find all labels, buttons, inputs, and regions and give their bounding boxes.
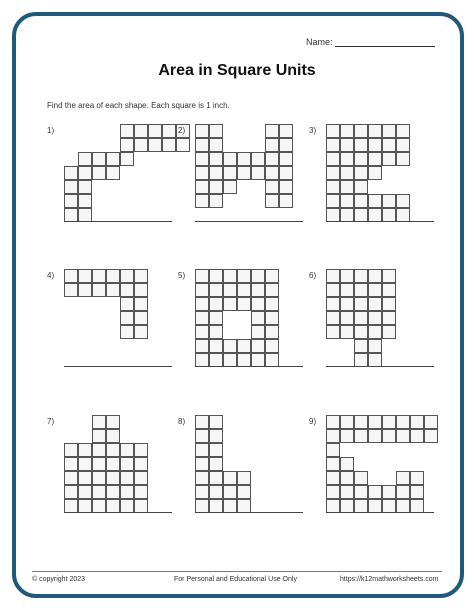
unit-square (424, 429, 438, 443)
unit-square (223, 339, 237, 353)
unit-square (237, 283, 251, 297)
unit-square (265, 339, 279, 353)
answer-line[interactable] (195, 512, 303, 513)
unit-square (354, 429, 368, 443)
unit-square (134, 471, 148, 485)
unit-square (251, 325, 265, 339)
unit-square (223, 485, 237, 499)
unit-square (64, 208, 78, 222)
unit-square (410, 471, 424, 485)
unit-square (92, 429, 106, 443)
unit-square (326, 429, 340, 443)
unit-square (209, 339, 223, 353)
unit-square (195, 499, 209, 513)
unit-square (120, 443, 134, 457)
answer-line[interactable] (64, 221, 172, 222)
unit-square (382, 208, 396, 222)
answer-line[interactable] (326, 366, 434, 367)
unit-square (326, 311, 340, 325)
unit-square (209, 353, 223, 367)
unit-square (120, 138, 134, 152)
unit-square (251, 166, 265, 180)
unit-square (279, 194, 293, 208)
unit-square (368, 415, 382, 429)
unit-square (410, 485, 424, 499)
unit-square (340, 457, 354, 471)
unit-square (195, 283, 209, 297)
unit-square (134, 485, 148, 499)
unit-square (195, 471, 209, 485)
unit-square (106, 269, 120, 283)
unit-square (396, 194, 410, 208)
footer-url: https://k12mathworksheets.com (340, 576, 439, 583)
unit-square (340, 124, 354, 138)
unit-square (134, 124, 148, 138)
unit-square (265, 138, 279, 152)
unit-square (162, 138, 176, 152)
unit-square (92, 269, 106, 283)
unit-square (424, 415, 438, 429)
unit-square (382, 283, 396, 297)
unit-square (106, 499, 120, 513)
unit-square (64, 457, 78, 471)
unit-square (92, 457, 106, 471)
unit-square (64, 283, 78, 297)
unit-square (354, 325, 368, 339)
unit-square (237, 269, 251, 283)
unit-square (354, 353, 368, 367)
unit-square (195, 297, 209, 311)
unit-square (120, 269, 134, 283)
unit-square (251, 353, 265, 367)
unit-square (78, 194, 92, 208)
unit-square (265, 180, 279, 194)
unit-square (237, 471, 251, 485)
unit-square (92, 166, 106, 180)
problem-number: 8) (178, 417, 186, 426)
unit-square (354, 485, 368, 499)
unit-square (326, 138, 340, 152)
unit-square (195, 415, 209, 429)
unit-square (120, 457, 134, 471)
unit-square (326, 194, 340, 208)
unit-square (251, 297, 265, 311)
answer-line[interactable] (64, 366, 172, 367)
unit-square (134, 297, 148, 311)
unit-square (382, 124, 396, 138)
unit-square (209, 485, 223, 499)
unit-square (368, 269, 382, 283)
unit-square (195, 339, 209, 353)
unit-square (340, 283, 354, 297)
unit-square (237, 499, 251, 513)
unit-square (368, 339, 382, 353)
unit-square (354, 208, 368, 222)
unit-square (340, 311, 354, 325)
unit-square (237, 339, 251, 353)
unit-square (120, 499, 134, 513)
unit-square (237, 166, 251, 180)
unit-square (120, 471, 134, 485)
unit-square (64, 166, 78, 180)
unit-square (209, 325, 223, 339)
unit-square (251, 152, 265, 166)
unit-square (92, 443, 106, 457)
unit-square (326, 297, 340, 311)
unit-square (195, 138, 209, 152)
unit-square (251, 269, 265, 283)
unit-square (92, 485, 106, 499)
unit-square (64, 499, 78, 513)
unit-square (368, 311, 382, 325)
unit-square (326, 485, 340, 499)
unit-square (223, 283, 237, 297)
unit-square (92, 415, 106, 429)
unit-square (106, 415, 120, 429)
problem-number: 6) (309, 271, 317, 280)
unit-square (354, 269, 368, 283)
unit-square (78, 499, 92, 513)
unit-square (382, 429, 396, 443)
unit-square (64, 194, 78, 208)
unit-square (265, 297, 279, 311)
unit-square (162, 124, 176, 138)
unit-square (354, 180, 368, 194)
unit-square (396, 138, 410, 152)
unit-square (209, 180, 223, 194)
unit-square (64, 443, 78, 457)
unit-square (340, 325, 354, 339)
unit-square (340, 152, 354, 166)
unit-square (326, 499, 340, 513)
unit-square (340, 485, 354, 499)
answer-line[interactable] (195, 366, 303, 367)
unit-square (326, 166, 340, 180)
unit-square (368, 194, 382, 208)
answer-line[interactable] (326, 221, 434, 222)
unit-square (396, 124, 410, 138)
unit-square (120, 124, 134, 138)
unit-square (209, 283, 223, 297)
unit-square (223, 499, 237, 513)
unit-square (410, 429, 424, 443)
unit-square (340, 194, 354, 208)
unit-square (195, 311, 209, 325)
answer-line[interactable] (64, 512, 172, 513)
unit-square (195, 457, 209, 471)
unit-square (209, 429, 223, 443)
unit-square (195, 443, 209, 457)
unit-square (195, 166, 209, 180)
unit-square (368, 353, 382, 367)
unit-square (396, 485, 410, 499)
unit-square (134, 457, 148, 471)
unit-square (195, 194, 209, 208)
unit-square (209, 124, 223, 138)
name-field[interactable] (306, 37, 435, 47)
unit-square (265, 166, 279, 180)
unit-square (195, 124, 209, 138)
unit-square (354, 471, 368, 485)
unit-square (368, 166, 382, 180)
unit-square (340, 297, 354, 311)
unit-square (340, 415, 354, 429)
unit-square (368, 283, 382, 297)
page-title: Area in Square Units (158, 62, 316, 79)
unit-square (354, 311, 368, 325)
unit-square (326, 124, 340, 138)
unit-square (237, 353, 251, 367)
unit-square (78, 166, 92, 180)
unit-square (92, 471, 106, 485)
unit-square (354, 339, 368, 353)
unit-square (251, 311, 265, 325)
unit-square (382, 297, 396, 311)
unit-square (223, 166, 237, 180)
unit-square (265, 283, 279, 297)
unit-square (340, 429, 354, 443)
unit-square (340, 166, 354, 180)
unit-square (120, 311, 134, 325)
unit-square (368, 499, 382, 513)
unit-square (382, 415, 396, 429)
unit-square (279, 180, 293, 194)
unit-square (326, 471, 340, 485)
unit-square (251, 283, 265, 297)
unit-square (396, 415, 410, 429)
unit-square (251, 339, 265, 353)
unit-square (340, 208, 354, 222)
unit-square (148, 124, 162, 138)
unit-square (120, 485, 134, 499)
answer-line[interactable] (326, 512, 434, 513)
unit-square (64, 180, 78, 194)
unit-square (120, 283, 134, 297)
unit-square (195, 353, 209, 367)
unit-square (326, 152, 340, 166)
unit-square (106, 443, 120, 457)
unit-square (134, 283, 148, 297)
unit-square (223, 471, 237, 485)
unit-square (78, 180, 92, 194)
unit-square (326, 443, 340, 457)
unit-square (382, 499, 396, 513)
unit-square (265, 325, 279, 339)
unit-square (326, 208, 340, 222)
unit-square (326, 457, 340, 471)
unit-square (265, 269, 279, 283)
problem-number: 4) (47, 271, 55, 280)
unit-square (326, 415, 340, 429)
unit-square (120, 325, 134, 339)
unit-square (354, 283, 368, 297)
unit-square (195, 152, 209, 166)
unit-square (195, 429, 209, 443)
unit-square (340, 269, 354, 283)
problem-number: 2) (178, 126, 186, 135)
unit-square (382, 269, 396, 283)
unit-square (340, 138, 354, 152)
unit-square (382, 311, 396, 325)
unit-square (354, 166, 368, 180)
unit-square (396, 208, 410, 222)
unit-square (368, 325, 382, 339)
unit-square (354, 297, 368, 311)
unit-square (237, 297, 251, 311)
unit-square (354, 194, 368, 208)
unit-square (195, 485, 209, 499)
problem-number: 3) (309, 126, 317, 135)
unit-square (410, 499, 424, 513)
unit-square (354, 138, 368, 152)
unit-square (78, 152, 92, 166)
unit-square (368, 485, 382, 499)
unit-square (223, 269, 237, 283)
unit-square (368, 297, 382, 311)
unit-square (209, 152, 223, 166)
unit-square (78, 443, 92, 457)
unit-square (265, 194, 279, 208)
unit-square (223, 353, 237, 367)
unit-square (106, 283, 120, 297)
unit-square (195, 325, 209, 339)
unit-square (340, 471, 354, 485)
unit-square (326, 283, 340, 297)
unit-square (279, 124, 293, 138)
instructions-text: Find the area of each shape. Each square is 1 inch. (47, 101, 230, 110)
unit-square (354, 124, 368, 138)
unit-square (368, 429, 382, 443)
unit-square (78, 208, 92, 222)
unit-square (106, 485, 120, 499)
unit-square (410, 415, 424, 429)
unit-square (326, 180, 340, 194)
unit-square (354, 152, 368, 166)
unit-square (209, 471, 223, 485)
unit-square (382, 485, 396, 499)
unit-square (209, 457, 223, 471)
unit-square (279, 138, 293, 152)
unit-square (368, 152, 382, 166)
unit-square (78, 269, 92, 283)
unit-square (176, 138, 190, 152)
unit-square (78, 283, 92, 297)
unit-square (382, 194, 396, 208)
unit-square (265, 353, 279, 367)
problem-number: 9) (309, 417, 317, 426)
unit-square (237, 152, 251, 166)
unit-square (92, 499, 106, 513)
unit-square (134, 311, 148, 325)
unit-square (396, 471, 410, 485)
unit-square (209, 443, 223, 457)
unit-square (209, 194, 223, 208)
unit-square (106, 166, 120, 180)
unit-square (354, 499, 368, 513)
unit-square (368, 138, 382, 152)
unit-square (223, 180, 237, 194)
unit-square (106, 429, 120, 443)
footer-copyright: © copyright 2023 (32, 576, 86, 583)
unit-square (64, 471, 78, 485)
unit-square (78, 457, 92, 471)
unit-square (396, 152, 410, 166)
unit-square (148, 138, 162, 152)
unit-square (279, 152, 293, 166)
unit-square (209, 297, 223, 311)
unit-square (326, 325, 340, 339)
unit-square (223, 152, 237, 166)
unit-square (78, 471, 92, 485)
unit-square (396, 429, 410, 443)
unit-square (209, 415, 223, 429)
answer-line[interactable] (195, 221, 303, 222)
footer-divider (32, 571, 442, 572)
unit-square (134, 499, 148, 513)
unit-square (265, 124, 279, 138)
unit-square (223, 297, 237, 311)
unit-square (265, 152, 279, 166)
unit-square (92, 283, 106, 297)
unit-square (120, 152, 134, 166)
unit-square (106, 457, 120, 471)
name-label: Name: (306, 37, 333, 47)
unit-square (265, 311, 279, 325)
unit-square (64, 485, 78, 499)
unit-square (326, 269, 340, 283)
problem-number: 5) (178, 271, 186, 280)
unit-square (195, 180, 209, 194)
unit-square (134, 443, 148, 457)
footer-usage: For Personal and Educational Use Only (174, 576, 297, 583)
unit-square (340, 499, 354, 513)
unit-square (92, 152, 106, 166)
unit-square (78, 485, 92, 499)
unit-square (209, 166, 223, 180)
unit-square (396, 499, 410, 513)
unit-square (354, 415, 368, 429)
unit-square (106, 152, 120, 166)
unit-square (340, 180, 354, 194)
unit-square (209, 311, 223, 325)
unit-square (64, 269, 78, 283)
name-blank-line[interactable] (335, 37, 435, 47)
unit-square (368, 208, 382, 222)
unit-square (237, 485, 251, 499)
unit-square (134, 325, 148, 339)
unit-square (134, 138, 148, 152)
unit-square (120, 297, 134, 311)
problem-number: 1) (47, 126, 55, 135)
unit-square (195, 269, 209, 283)
unit-square (209, 269, 223, 283)
unit-square (279, 166, 293, 180)
unit-square (382, 152, 396, 166)
unit-square (368, 124, 382, 138)
unit-square (382, 138, 396, 152)
unit-square (209, 138, 223, 152)
problem-number: 7) (47, 417, 55, 426)
unit-square (209, 499, 223, 513)
unit-square (382, 325, 396, 339)
unit-square (134, 269, 148, 283)
unit-square (106, 471, 120, 485)
